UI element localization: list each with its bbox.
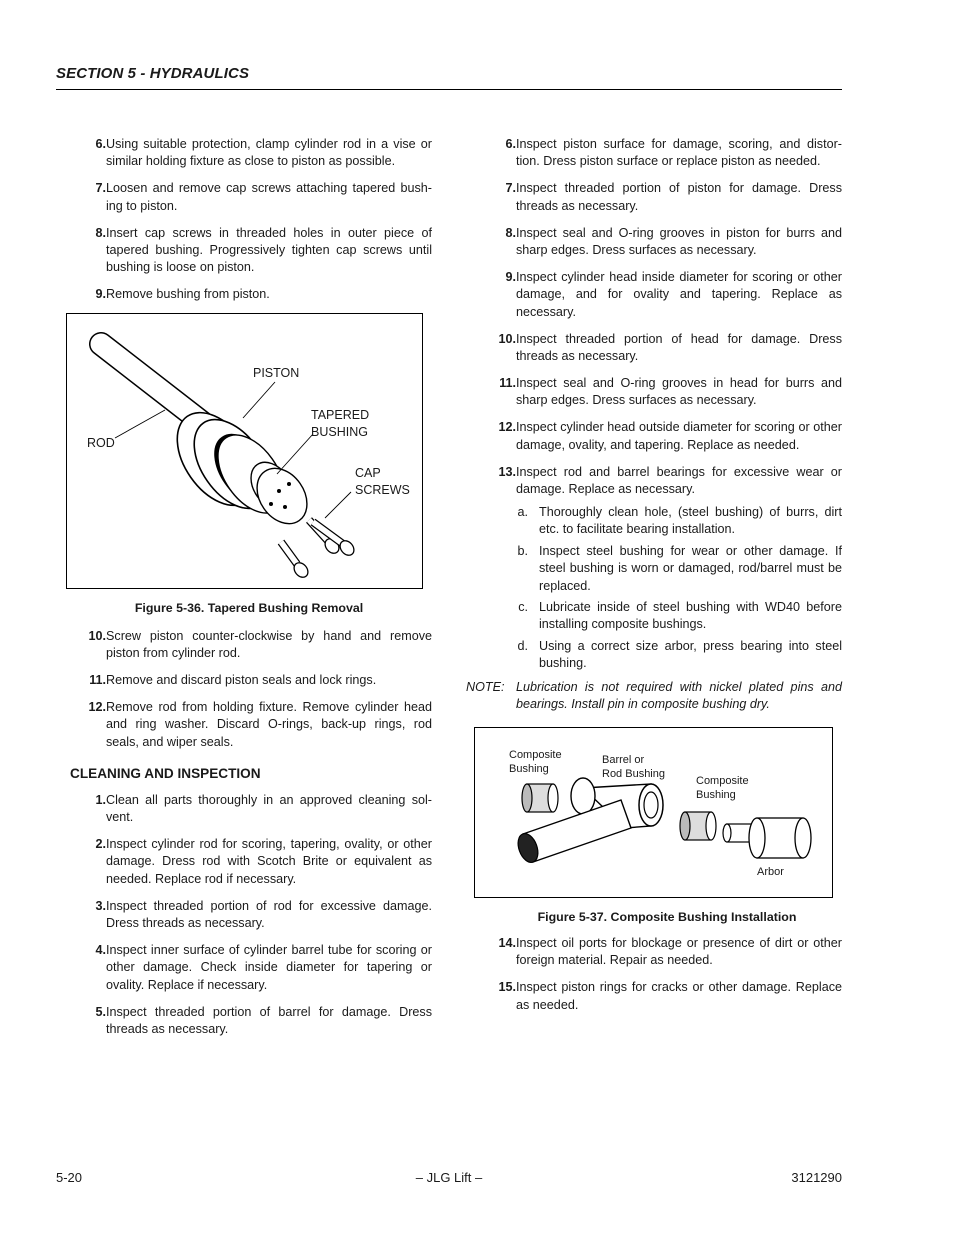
step-number: 5. bbox=[95, 1004, 106, 1019]
list-item bbox=[70, 225, 432, 277]
step13-substeps bbox=[480, 504, 842, 673]
cleaning-steps-list bbox=[70, 792, 432, 1039]
step-text: Remove bushing from piston. bbox=[106, 287, 270, 302]
step-number: 6. bbox=[505, 137, 516, 151]
list-item bbox=[70, 180, 432, 215]
sub-step-text: Thoroughly clean hole, (steel bushing) of burrs, dirt etc. to facilitate bearing installation. bbox=[539, 504, 842, 537]
cleaning-heading: CLEANING AND INSPECTION bbox=[70, 766, 261, 782]
step-number: 14. bbox=[498, 935, 516, 950]
step-text: Clean all parts thoroughly in an approved cleaning sol-vent. bbox=[106, 792, 432, 824]
inspection-steps-list-2 bbox=[480, 935, 842, 1014]
sub-list-item bbox=[480, 638, 842, 673]
note-label: NOTE: bbox=[466, 679, 505, 694]
step-number: 8. bbox=[505, 225, 516, 240]
label-barrel-rod-bushing: Barrel or Rod Bushing bbox=[602, 754, 665, 781]
note-block bbox=[466, 679, 842, 714]
left-column bbox=[70, 136, 432, 1048]
header-divider bbox=[56, 89, 842, 90]
step-text: Screw piston counter-clockwise by hand and remove piston from cylinder rod. bbox=[106, 628, 432, 661]
step-number: 8. bbox=[95, 225, 106, 240]
sub-step-text: Inspect steel bushing for wear or other damage. If steel bushing is worn or damaged, rod/barrel must be replaced. bbox=[539, 543, 842, 593]
label-arbor: Arbor bbox=[757, 866, 784, 879]
step-text: Inspect cylinder rod for scoring, tapering, ovality, or other damage. Dress rod with Scotch Brite or equivalent as needed. Replace rod if necessary. bbox=[106, 836, 432, 886]
step-text: Inspect inner surface of cylinder barrel tube for scoring or other damage. Check inside diameter for tapering or ovality. Replace if necessary. bbox=[106, 942, 432, 992]
figure-caption-5-36: Figure 5-36. Tapered Bushing Removal bbox=[134, 601, 364, 616]
list-item bbox=[70, 836, 432, 888]
step-text: Remove rod from holding fixture. Remove cylinder head and ring washer. Discard O-rings, back-up rings, rod seals, and wiper seals. bbox=[106, 699, 432, 749]
step-number: 12. bbox=[88, 699, 106, 714]
label-composite-bushing-right: Composite Bushing bbox=[696, 775, 749, 802]
step-number: 9. bbox=[95, 287, 106, 302]
step-text: Inspect cylinder head outside diameter for scoring or other damage, ovality, and tapering. Replace as needed. bbox=[516, 420, 842, 452]
list-item bbox=[480, 464, 842, 499]
list-item bbox=[480, 331, 842, 366]
footer-document-number: 3121290 bbox=[791, 1170, 842, 1185]
step-text: Inspect rod and barrel bearings for excessive wear or damage. Replace as necessary. bbox=[516, 464, 842, 496]
step-number: 10. bbox=[88, 628, 106, 643]
list-item bbox=[70, 942, 432, 994]
sub-step-letter: a. bbox=[517, 504, 528, 519]
list-item bbox=[480, 375, 842, 410]
step-text: Inspect threaded portion of piston for damage. Dress threads as necessary. bbox=[516, 181, 842, 213]
figure-caption-5-37: Figure 5-37. Composite Bushing Installation bbox=[537, 910, 797, 925]
step-text: Inspect piston surface for damage, scoring, and distor-tion. Dress piston surface or replace piston as needed. bbox=[516, 137, 842, 169]
step-text: Inspect oil ports for blockage or presence of dirt or other foreign material. Repair as needed. bbox=[516, 935, 842, 968]
list-item bbox=[480, 935, 842, 970]
list-item bbox=[480, 225, 842, 260]
sub-list-item bbox=[480, 504, 842, 539]
list-item bbox=[480, 136, 842, 171]
inspection-steps-list bbox=[480, 136, 842, 498]
label-tapered-bushing: TAPERED BUSHING bbox=[311, 408, 370, 440]
step-number: 11. bbox=[499, 375, 516, 390]
sub-step-letter: d. bbox=[517, 638, 528, 653]
label-piston: PISTON bbox=[253, 366, 300, 381]
step-number: 7. bbox=[505, 181, 516, 196]
step-number: 12. bbox=[498, 420, 516, 435]
step-number: 3. bbox=[95, 898, 106, 913]
figure-tapered-bushing bbox=[66, 313, 423, 589]
step-text: Remove and discard piston seals and lock rings. bbox=[106, 672, 377, 687]
section-title: SECTION 5 - HYDRAULICS bbox=[56, 65, 250, 82]
list-item bbox=[70, 628, 432, 663]
removal-steps-list-2 bbox=[70, 628, 432, 751]
list-item bbox=[480, 419, 842, 454]
list-item bbox=[70, 699, 432, 751]
footer-publisher: – JLG Lift – bbox=[415, 1170, 483, 1185]
label-cap-screws: CAP SCREWS bbox=[355, 466, 410, 498]
figure-composite-bushing bbox=[474, 727, 833, 898]
step-number: 1. bbox=[95, 792, 106, 807]
note-text: Lubrication is not required with nickel plated pins and bearings. Install pin in composite bushing dry. bbox=[516, 679, 842, 711]
sub-step-letter: c. bbox=[518, 599, 528, 614]
list-item bbox=[480, 979, 842, 1014]
label-rod: ROD bbox=[87, 436, 115, 451]
step-number: 13. bbox=[498, 464, 516, 479]
step-number: 4. bbox=[95, 942, 106, 957]
step-text: Inspect seal and O-ring grooves in piston for burrs and sharp edges. Dress surfaces as necessary. bbox=[516, 225, 842, 258]
step-number: 6. bbox=[95, 137, 106, 151]
step-number: 9. bbox=[505, 269, 516, 284]
sub-step-letter: b. bbox=[517, 543, 528, 558]
step-number: 15. bbox=[498, 980, 516, 995]
list-item bbox=[480, 180, 842, 215]
step-text: Using suitable protection, clamp cylinder rod in a vise or similar holding fixture as close to piston as possible. bbox=[106, 137, 432, 169]
step-text: Insert cap screws in threaded holes in outer piece of tapered bushing. Progressively tighten cap screws until bushing is loose on piston. bbox=[106, 225, 432, 275]
tapered-bushing-illustration bbox=[67, 314, 421, 587]
sub-list-item bbox=[480, 543, 842, 595]
step-text: Inspect threaded portion of rod for excessive damage. Dress threads as necessary. bbox=[106, 898, 432, 930]
list-item bbox=[70, 898, 432, 933]
footer-page-number: 5-20 bbox=[56, 1170, 83, 1185]
step-text: Inspect threaded portion of head for damage. Dress threads as necessary. bbox=[516, 331, 842, 364]
sub-list-item bbox=[480, 599, 842, 634]
removal-steps-list bbox=[70, 136, 432, 304]
list-item bbox=[480, 269, 842, 321]
step-text: Inspect piston rings for cracks or other damage. Replace as needed. bbox=[516, 980, 842, 1012]
step-text: Inspect threaded portion of barrel for damage. Dress threads as necessary. bbox=[106, 1004, 432, 1036]
right-column bbox=[466, 136, 842, 1023]
step-number: 7. bbox=[95, 181, 106, 196]
list-item bbox=[70, 792, 432, 827]
list-item bbox=[70, 286, 432, 303]
list-item bbox=[70, 136, 432, 171]
step-text: Inspect seal and O-ring grooves in head for burrs and sharp edges. Dress surfaces as necessary. bbox=[516, 375, 842, 408]
list-item bbox=[70, 1004, 432, 1039]
step-text: Inspect cylinder head inside diameter for scoring or other damage, and for ovality and tapering. Replace as necessary. bbox=[516, 269, 842, 319]
list-item bbox=[70, 672, 432, 689]
sub-step-text: Using a correct size arbor, press bearing into steel bushing. bbox=[539, 638, 842, 671]
step-number: 10. bbox=[498, 331, 516, 346]
step-text: Loosen and remove cap screws attaching tapered bush-ing to piston. bbox=[106, 181, 432, 213]
sub-step-text: Lubricate inside of steel bushing with WD40 before installing composite bushings. bbox=[539, 599, 842, 632]
label-composite-bushing-left: Composite Bushing bbox=[509, 749, 562, 776]
step-number: 11. bbox=[89, 672, 106, 687]
step-number: 2. bbox=[95, 836, 106, 851]
